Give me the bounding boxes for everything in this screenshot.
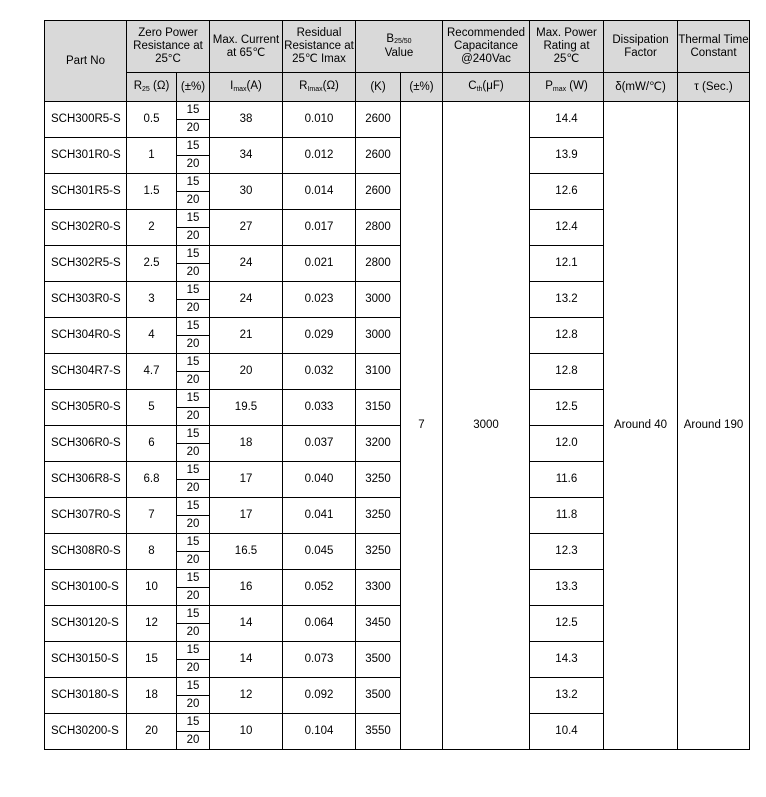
rimax-cell: 0.041 [283, 498, 356, 534]
dissipation-shared-cell: Around 40 [604, 102, 678, 750]
r25-cell: 12 [127, 606, 177, 642]
rimax-cell: 0.014 [283, 174, 356, 210]
part-number-cell: SCH302R0-S [45, 210, 127, 246]
tolerance-cell: 15 [177, 426, 210, 444]
tolerance-cell: 15 [177, 174, 210, 192]
rimax-cell: 0.040 [283, 462, 356, 498]
pmax-cell: 12.0 [530, 426, 604, 462]
tolerance-cell: 15 [177, 354, 210, 372]
rimax-cell: 0.032 [283, 354, 356, 390]
r25-cell: 18 [127, 678, 177, 714]
pmax-cell: 12.6 [530, 174, 604, 210]
header-recommended-capacitance: Recommended Capacitance @240Vac [443, 21, 530, 73]
part-number-cell: SCH301R5-S [45, 174, 127, 210]
b-value-cell: 3250 [356, 534, 401, 570]
subheader-b-tolerance: (±%) [401, 73, 443, 102]
part-number-cell: SCH306R0-S [45, 426, 127, 462]
capacitance-shared-cell: 3000 [443, 102, 530, 750]
header-zero-power-resistance: Zero Power Resistance at 25°C [127, 21, 210, 73]
pmax-cell: 13.9 [530, 138, 604, 174]
imax-cell: 14 [210, 642, 283, 678]
r25-cell: 10 [127, 570, 177, 606]
part-number-cell: SCH300R5-S [45, 102, 127, 138]
header-dissipation-factor: Dissipation Factor [604, 21, 678, 73]
r25-cell: 4.7 [127, 354, 177, 390]
rimax-cell: 0.021 [283, 246, 356, 282]
rimax-cell: 0.052 [283, 570, 356, 606]
table-row [45, 102, 750, 120]
pmax-cell: 13.3 [530, 570, 604, 606]
tolerance-cell: 20 [177, 228, 210, 246]
b-value-cell: 3550 [356, 714, 401, 750]
r25-cell: 2 [127, 210, 177, 246]
b-value-cell: 2800 [356, 246, 401, 282]
thermal-shared-cell: Around 190 [678, 102, 750, 750]
tolerance-cell: 15 [177, 678, 210, 696]
subheader-b-unit: (K) [356, 73, 401, 102]
subheader-delta: δ(mW/℃) [604, 73, 678, 102]
subheader-r25-tolerance: (±%) [177, 73, 210, 102]
imax-cell: 10 [210, 714, 283, 750]
part-number-cell: SCH305R0-S [45, 390, 127, 426]
part-number-cell: SCH30120-S [45, 606, 127, 642]
imax-cell: 34 [210, 138, 283, 174]
r25-cell: 5 [127, 390, 177, 426]
tolerance-cell: 15 [177, 714, 210, 732]
tolerance-cell: 15 [177, 318, 210, 336]
tolerance-cell: 20 [177, 120, 210, 138]
imax-cell: 12 [210, 678, 283, 714]
part-number-cell: SCH30180-S [45, 678, 127, 714]
subheader-imax: $I_{max}(A)$ [210, 73, 283, 102]
rimax-cell: 0.029 [283, 318, 356, 354]
tolerance-cell: 20 [177, 660, 210, 678]
r25-cell: 2.5 [127, 246, 177, 282]
pmax-cell: 11.8 [530, 498, 604, 534]
tolerance-cell: 20 [177, 156, 210, 174]
imax-cell: 14 [210, 606, 283, 642]
r25-cell: 8 [127, 534, 177, 570]
tolerance-cell: 15 [177, 246, 210, 264]
part-number-cell: SCH30200-S [45, 714, 127, 750]
header-part-no: Part No [45, 21, 127, 102]
r25-cell: 0.5 [127, 102, 177, 138]
tolerance-cell: 20 [177, 264, 210, 282]
tolerance-cell: 20 [177, 408, 210, 426]
pmax-cell: 12.3 [530, 534, 604, 570]
rimax-cell: 0.023 [283, 282, 356, 318]
imax-cell: 17 [210, 498, 283, 534]
subheader-tau: τ (Sec.) [678, 73, 750, 102]
b-tolerance-shared-cell: 7 [401, 102, 443, 750]
rimax-cell: 0.073 [283, 642, 356, 678]
tolerance-cell: 20 [177, 732, 210, 750]
header-residual-resistance: Residual Resistance at 25℃ Imax [283, 21, 356, 73]
b-value-cell: 3500 [356, 678, 401, 714]
part-number-cell: SCH301R0-S [45, 138, 127, 174]
b-value-cell: 3200 [356, 426, 401, 462]
rimax-cell: 0.092 [283, 678, 356, 714]
imax-cell: 30 [210, 174, 283, 210]
r25-cell: 7 [127, 498, 177, 534]
header-thermal-time-constant: Thermal Time Constant [678, 21, 750, 73]
imax-cell: 20 [210, 354, 283, 390]
rimax-cell: 0.104 [283, 714, 356, 750]
imax-cell: 19.5 [210, 390, 283, 426]
rimax-cell: 0.033 [283, 390, 356, 426]
imax-cell: 24 [210, 246, 283, 282]
rimax-cell: 0.017 [283, 210, 356, 246]
part-number-cell: SCH308R0-S [45, 534, 127, 570]
b-value-cell: 3250 [356, 498, 401, 534]
b-value-cell: 3150 [356, 390, 401, 426]
imax-cell: 17 [210, 462, 283, 498]
imax-cell: 18 [210, 426, 283, 462]
imax-cell: 16 [210, 570, 283, 606]
b-value-cell: 2800 [356, 210, 401, 246]
b-value-cell: 3450 [356, 606, 401, 642]
rimax-cell: 0.064 [283, 606, 356, 642]
r25-cell: 3 [127, 282, 177, 318]
part-number-cell: SCH307R0-S [45, 498, 127, 534]
part-number-cell: SCH30100-S [45, 570, 127, 606]
part-number-cell: SCH306R8-S [45, 462, 127, 498]
tolerance-cell: 15 [177, 390, 210, 408]
tolerance-cell: 20 [177, 624, 210, 642]
tolerance-cell: 20 [177, 552, 210, 570]
thermistor-spec-table [44, 20, 750, 750]
tolerance-cell: 15 [177, 642, 210, 660]
pmax-cell: 11.6 [530, 462, 604, 498]
r25-cell: 1.5 [127, 174, 177, 210]
r25-cell: 4 [127, 318, 177, 354]
tolerance-cell: 15 [177, 462, 210, 480]
rimax-cell: 0.012 [283, 138, 356, 174]
pmax-cell: 10.4 [530, 714, 604, 750]
tolerance-cell: 15 [177, 102, 210, 120]
b-value-cell: 3000 [356, 282, 401, 318]
header-b-value: B25/50 Value [356, 21, 443, 73]
pmax-cell: 13.2 [530, 282, 604, 318]
pmax-cell: 12.5 [530, 606, 604, 642]
part-number-cell: SCH303R0-S [45, 282, 127, 318]
b-value-cell: 3250 [356, 462, 401, 498]
b-value-cell: 3000 [356, 318, 401, 354]
b-value-cell: 3300 [356, 570, 401, 606]
part-number-cell: SCH304R7-S [45, 354, 127, 390]
pmax-cell: 12.8 [530, 318, 604, 354]
tolerance-cell: 15 [177, 282, 210, 300]
r25-cell: 15 [127, 642, 177, 678]
tolerance-cell: 20 [177, 588, 210, 606]
tolerance-cell: 15 [177, 498, 210, 516]
imax-cell: 24 [210, 282, 283, 318]
part-number-cell: SCH30150-S [45, 642, 127, 678]
imax-cell: 21 [210, 318, 283, 354]
pmax-cell: 14.4 [530, 102, 604, 138]
header-max-current: Max. Current at 65℃ [210, 21, 283, 73]
b-value-cell: 2600 [356, 174, 401, 210]
b-value-cell: 2600 [356, 102, 401, 138]
tolerance-cell: 20 [177, 372, 210, 390]
subheader-rimax: $R_{Imax}(\Omega)$ [283, 73, 356, 102]
tolerance-cell: 20 [177, 516, 210, 534]
pmax-cell: 12.8 [530, 354, 604, 390]
pmax-cell: 13.2 [530, 678, 604, 714]
tolerance-cell: 20 [177, 444, 210, 462]
tolerance-cell: 15 [177, 138, 210, 156]
tolerance-cell: 20 [177, 480, 210, 498]
pmax-cell: 14.3 [530, 642, 604, 678]
b-value-cell: 3100 [356, 354, 401, 390]
b-value-cell: 3500 [356, 642, 401, 678]
tolerance-cell: 15 [177, 534, 210, 552]
imax-cell: 38 [210, 102, 283, 138]
r25-cell: 6 [127, 426, 177, 462]
subheader-r25: $R_{25}$ (Ω) [127, 73, 177, 102]
tolerance-cell: 20 [177, 192, 210, 210]
imax-cell: 27 [210, 210, 283, 246]
pmax-cell: 12.5 [530, 390, 604, 426]
tolerance-cell: 20 [177, 300, 210, 318]
subheader-pmax: $P_{max}$ (W) [530, 73, 604, 102]
tolerance-cell: 15 [177, 210, 210, 228]
imax-cell: 16.5 [210, 534, 283, 570]
tolerance-cell: 20 [177, 696, 210, 714]
rimax-cell: 0.037 [283, 426, 356, 462]
rimax-cell: 0.045 [283, 534, 356, 570]
tolerance-cell: 15 [177, 606, 210, 624]
tolerance-cell: 15 [177, 570, 210, 588]
pmax-cell: 12.4 [530, 210, 604, 246]
tolerance-cell: 20 [177, 336, 210, 354]
r25-cell: 20 [127, 714, 177, 750]
r25-cell: 6.8 [127, 462, 177, 498]
r25-cell: 1 [127, 138, 177, 174]
header-max-power-rating: Max. Power Rating at 25℃ [530, 21, 604, 73]
part-number-cell: SCH304R0-S [45, 318, 127, 354]
rimax-cell: 0.010 [283, 102, 356, 138]
subheader-cth: $C_{th}(\mu F)$ [443, 73, 530, 102]
pmax-cell: 12.1 [530, 246, 604, 282]
b-value-cell: 2600 [356, 138, 401, 174]
part-number-cell: SCH302R5-S [45, 246, 127, 282]
